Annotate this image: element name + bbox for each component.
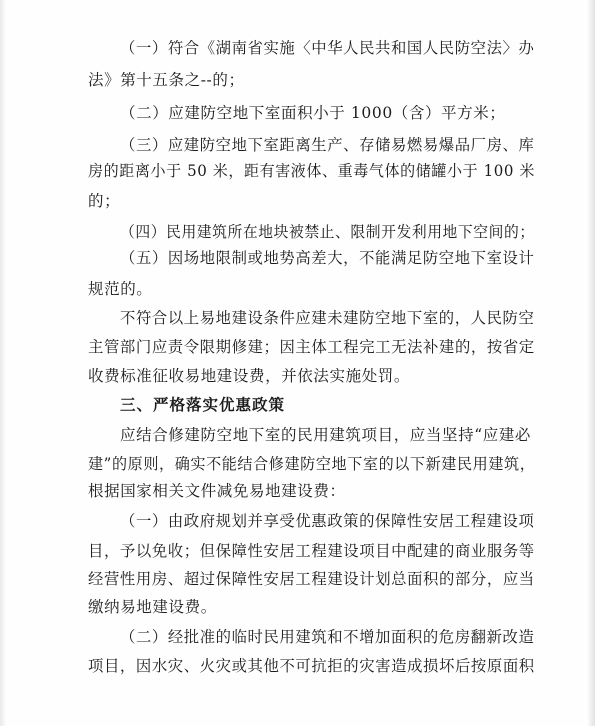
text-line: 缴纳易地建设费。 [88,598,217,616]
text-line: 收费标准征收易地建设费，并依法实施处罚。 [88,367,411,385]
text-line: 法》第十五条之--的； [88,71,245,89]
text-line: （一）由政府规划并享受优惠政策的保障性安居工程建设项 [120,512,535,530]
section-heading: 三、严格落实优惠政策 [120,396,286,414]
text-line: 目，予以免收；但保障性安居工程建设项目中配建的商业服务等 [88,542,535,560]
text-line: 应结合修建防空地下室的民用建筑项目，应当坚持“应建必 [120,426,532,444]
text-line: 建”的原则，确实不能结合修建防空地下室的以下新建民用建筑， [88,455,536,473]
text-line: （二）经批准的临时民用建筑和不增加面积的危房翻新改造 [120,628,535,646]
text-line: 项目，因水灾、火灾或其他不可抗拒的灾害造成损坏后按原面积 [88,657,535,675]
page-edge-right [587,0,595,726]
text-line: （二）应建防空地下室面积小于 1000（含）平方米； [120,104,506,122]
text-line: （四）民用建筑所在地块被禁止、限制开发利用地下空间的； [120,223,535,241]
text-line: 规范的。 [88,280,153,298]
text-line: 的； [88,192,121,210]
text-line: （五）因场地限制或地势高差大，不能满足防空地下室设计 [120,249,535,267]
text-line: 房的距离小于 50 米，距有害液体、重毒气体的储罐小于 100 米 [88,162,536,180]
text-line: （一）符合《湖南省实施〈中华人民共和国人民防空法〉办 [120,39,535,57]
text-line: 主管部门应责令限期修建；因主体工程完工无法补建的，按省定 [88,338,535,356]
text-line: 经营性用房、超过保障性安居工程建设计划总面积的部分，应当 [88,570,535,588]
text-line: 根据国家相关文件减免易地建设费： [88,482,346,500]
page-edge-left [0,0,6,726]
text-line: （三）应建防空地下室距离生产、存储易燃易爆品厂房、库 [120,136,535,154]
text-line: 不符合以上易地建设条件应建未建防空地下室的，人民防空 [120,309,535,327]
